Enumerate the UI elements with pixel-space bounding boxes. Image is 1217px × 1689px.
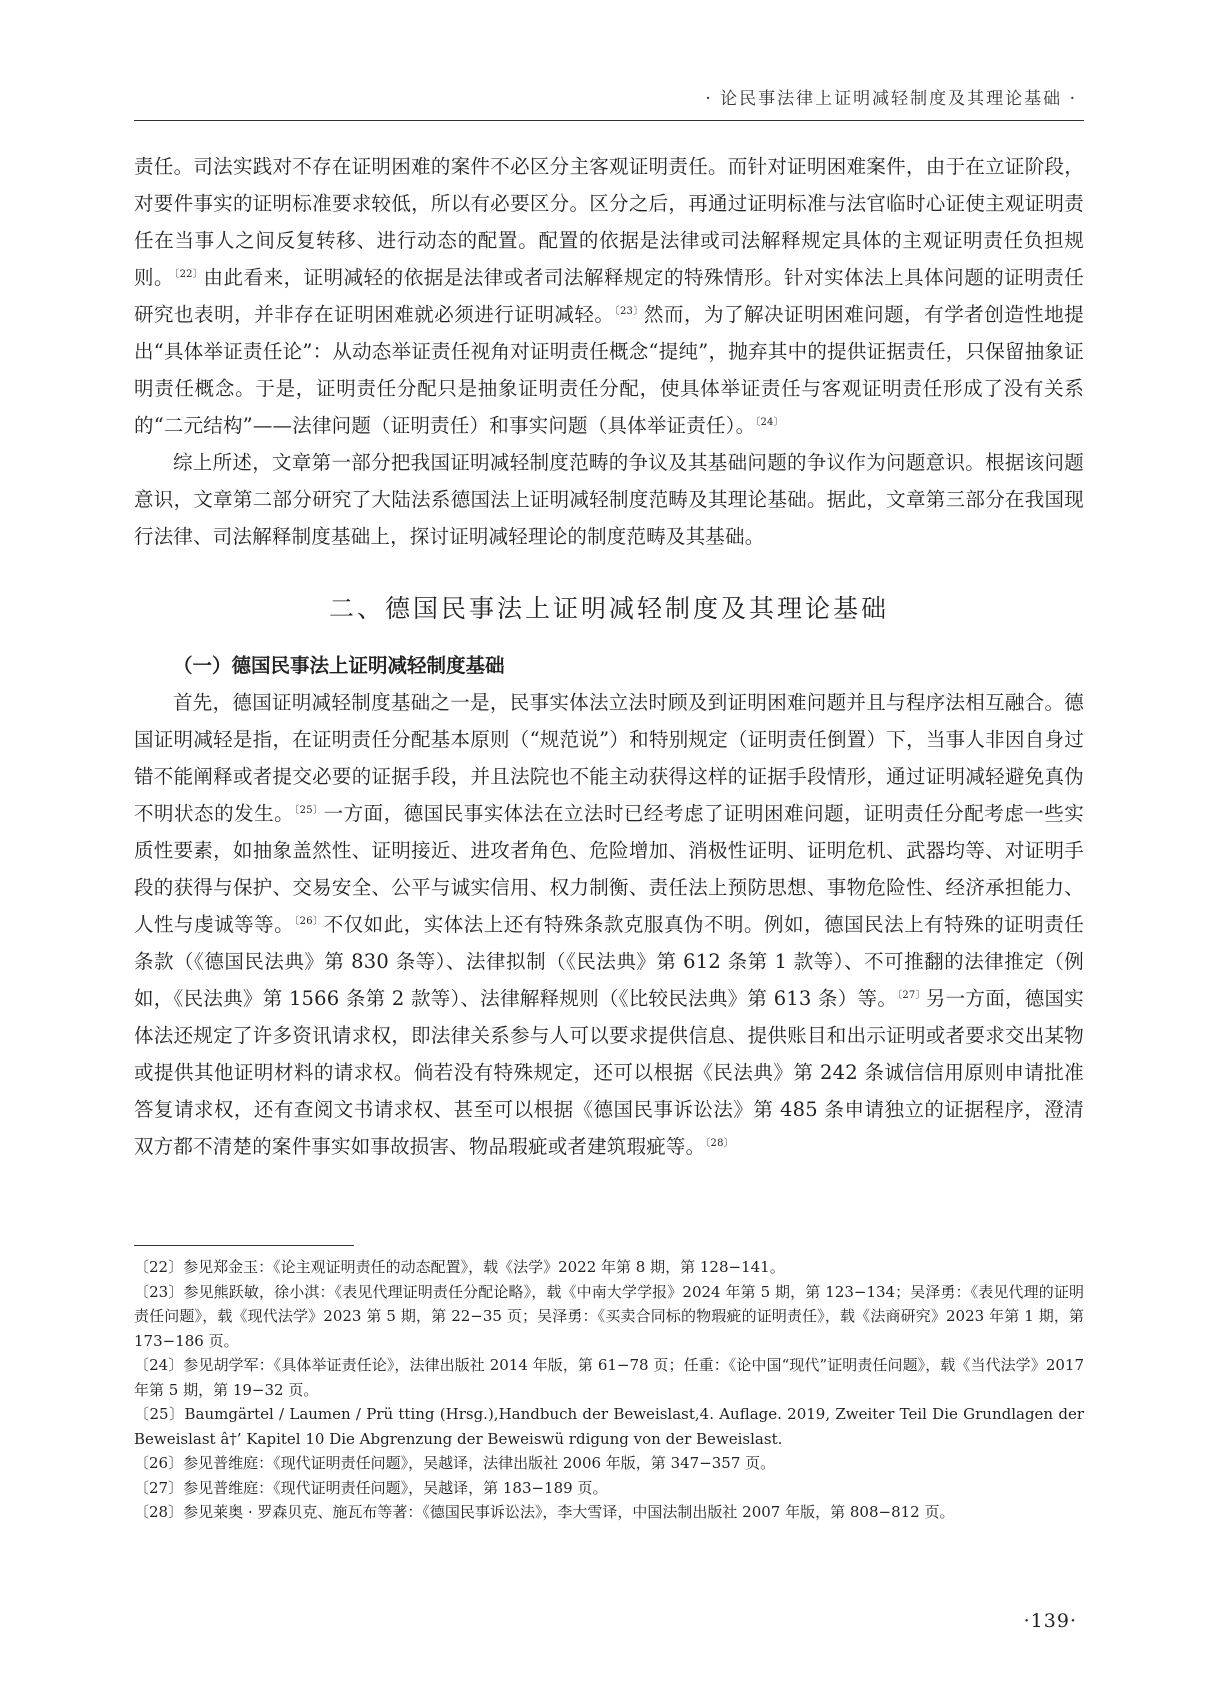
footnote-ref: 〔27〕: [897, 990, 926, 1001]
footnote-28: 〔28〕参见莱奥 · 罗森贝克、施瓦布等著：《德国民事诉讼法》，李大雪译，中国法制出版社 2007 年版，第 808−812 页。: [134, 1503, 955, 1521]
page-number: ·139·: [1023, 1610, 1077, 1632]
footnote-23: 〔23〕参见熊跃敏，徐小淇：《表见代理证明责任分配论略》，载《中南大学学报》2024 年第 5 期，第 123−134；吴泽勇：《表见代理的证明责任问题》，载《现代法学》2023 第 5 期，第 22−35 页；吴泽勇：《买卖合同标的物瑕疵的证明责任》，载《法商研究》2023 年第 1 期，第 173−186 页。: [134, 1282, 1084, 1350]
running-header: · 论民事法律上证明减轻制度及其理论基础 ·: [705, 89, 1077, 109]
footnote-ref: 〔28〕: [705, 1138, 734, 1149]
footnote-ref: 〔24〕: [755, 417, 784, 428]
paragraph-text: 不仅如此，实体法上还有特殊条款克服真伪不明。例如，德国民法上有特殊的证明责任条款（《德国民法典》第 830 条等）、法律拟制（《民法典》第 612 条第 1 款等）、不可推翻的法律推定（例如，《民法典》第 1566 条第 2 款等）、法律解释规则（《比较民法典》第 613 条）等。: [134, 913, 1084, 1010]
paragraph-text: 综上所述，文章第一部分把我国证明减轻制度范畴的争议及其基础问题的争议作为问题意识。根据该问题意识，文章第二部分研究了大陆法系德国法上证明减轻制度范畴及其理论基础。据此，文章第三部分在我国现行法律、司法解释制度基础上，探讨证明减轻理论的制度范畴及其基础。: [134, 451, 1084, 548]
footnote-22: 〔22〕参见郑金玉：《论主观证明责任的动态配置》，载《法学》2022 年第 8 期，第 128−141。: [134, 1258, 785, 1276]
footnote-27: 〔27〕参见普维庭：《现代证明责任问题》，吴越译，第 183−189 页。: [134, 1478, 608, 1497]
footnote-ref: 〔26〕: [294, 916, 324, 927]
paragraph-text: 另一方面，德国实体法还规定了许多资讯请求权，即法律关系参与人可以要求提供信息、提供账目和出示证明或者要求交出某物或提供其他证明材料的请求权。倘若没有特殊规定，还可以根据《民法典》第 242 条诚信信用原则申请批准答复请求权，还有查阅文书请求权、甚至可以根据《德国民事诉讼法》第 485 条申请独立的证据程序，澄清双方都不清楚的案件事实如事故损害、物品瑕疵或者建筑瑕疵等。: [134, 987, 1084, 1158]
paragraph-2: [134, 444, 1084, 555]
section-title: 二、德国民事法上证明减轻制度及其理论基础: [328, 594, 889, 623]
header-rule: [134, 120, 1084, 121]
footnote-25: 〔25〕Baumgärtel / Laumen / Prü tting (Hrsg.),Handbuch der Beweislast,4. Auflage. 2019, Zweiter Teil Die Grundlagen der Beweislast â†’ Kapitel 10 Die Abgrenzung der Beweiswü rdigung von der Beweislast.: [134, 1405, 1084, 1448]
paragraph-text: 一方面，德国民事实体法在立法时已经考虑了证明困难问题，证明责任分配考虑一些实质性要素，如抽象盖然性、证明接近、进攻者角色、危险增加、消极性证明、证明危机、武器均等、对证明手段的获得与保护、交易安全、公平与诚实信用、权力制衡、责任法上预防思想、事物危险性、经济承担能力、人性与虔诚等等。: [134, 802, 1084, 936]
paragraph-text: 责任。司法实践对不存在证明困难的案件不必区分主客观证明责任。而针对证明困难案件，由于在立证阶段，对要件事实的证明标准要求较低，所以有必要区分。区分之后，再通过证明标准与法官临时心证使主观证明责任在当事人之间反复转移、进行动态的配置。配置的依据是法律或司法解释规定具体的主观证明责任负担规则。: [134, 155, 1084, 289]
footnote-24: 〔24〕参见胡学军：《具体举证责任论》，法律出版社 2014 年版，第 61−78 页；任重：《论中国“现代”证明责任问题》，载《当代法学》2017 年第 5 期，第 19−32 页。: [134, 1356, 1084, 1399]
paragraph-text: 由此看来，证明减轻的依据是法律或者司法解释规定的特殊情形。针对实体法上具体问题的证明责任研究也表明，并非存在证明困难就必须进行证明减轻。: [134, 266, 1084, 326]
body-text: [134, 148, 1084, 1165]
paragraph-3: [134, 684, 1084, 1165]
footnote-26: 〔26〕参见普维庭：《现代证明责任问题》，吴越译，法律出版社 2006 年版，第 347−357 页。: [134, 1454, 776, 1472]
paragraph-1: [134, 148, 1084, 444]
paragraph-text: 然而，为了解决证明困难问题，有学者创造性地提出“具体举证责任论”：从动态举证责任视角对证明责任概念“提纯”，抛弃其中的提供证据责任，只保留抽象证明责任概念。于是，证明责任分配只是抽象证明责任分配，使具体举证责任与客观证明责任形成了没有关系的“二元结构”——法律问题（证明责任）和事实问题（具体举证责任）。: [134, 303, 1084, 437]
subsection-title: （一）德国民事法上证明减轻制度基础: [173, 654, 505, 677]
footnote-rule: [134, 1245, 354, 1246]
footnote-ref: 〔23〕: [614, 306, 644, 317]
footnotes: [134, 1255, 1084, 1525]
footnote-ref: 〔25〕: [294, 805, 324, 816]
footnote-ref: 〔22〕: [174, 269, 204, 280]
paragraph-text: 首先，德国证明减轻制度基础之一是，民事实体法立法时顾及到证明困难问题并且与程序法相互融合。德国证明减轻是指，在证明责任分配基本原则（“规范说”）和特别规定（证明责任倒置）下，当事人非因自身过错不能阐释或者提交必要的证据手段，并且法院也不能主动获得这样的证据手段情形，通过证明减轻避免真伪不明状态的发生。: [134, 691, 1084, 825]
